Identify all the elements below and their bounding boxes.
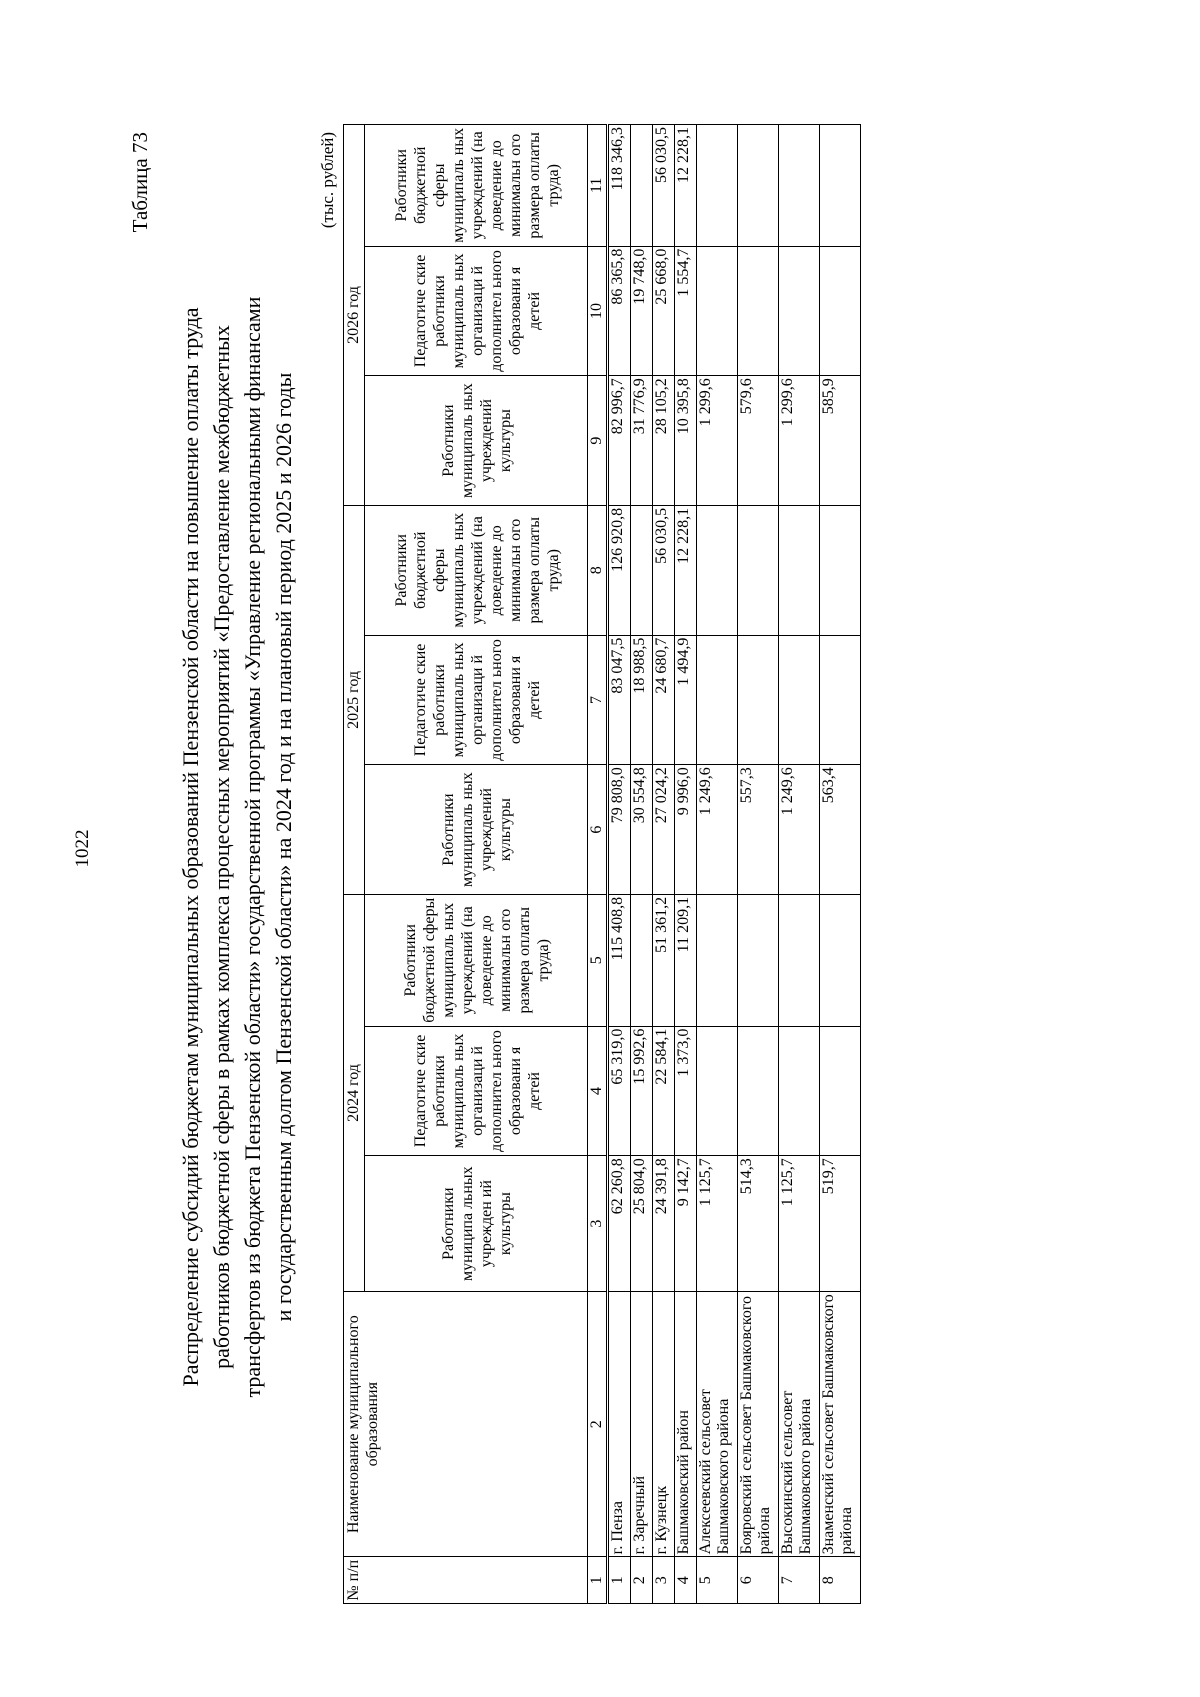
header-category: Работники муниципаль ных учреждений культуры	[365, 376, 588, 506]
value-cell: 10 395,8	[675, 376, 697, 506]
header-category: Педагогиче ские работники муниципаль ных организаци й дополнител ьного образовани я детей	[365, 246, 588, 376]
value-cell	[738, 246, 779, 376]
value-cell	[738, 635, 779, 765]
value-cell: 519,7	[820, 1156, 861, 1292]
value-cell	[631, 125, 653, 247]
value-cell: 28 105,2	[653, 376, 675, 506]
value-cell: 19 748,0	[631, 246, 653, 376]
value-cell: 118 346,3	[608, 125, 631, 247]
column-number: 2	[588, 1292, 608, 1557]
column-number: 1	[588, 1557, 608, 1604]
value-cell: 1 494,9	[675, 635, 697, 765]
value-cell: 25 804,0	[631, 1156, 653, 1292]
value-cell: 12 228,1	[675, 125, 697, 247]
header-year: 2024 год	[344, 894, 365, 1291]
table-row	[608, 125, 631, 1604]
value-cell	[738, 125, 779, 247]
value-cell: 25 668,0	[653, 246, 675, 376]
column-number: 10	[588, 246, 608, 376]
value-cell: 514,3	[738, 1156, 779, 1292]
column-number: 5	[588, 894, 608, 1026]
value-cell: 24 391,8	[653, 1156, 675, 1292]
value-cell	[779, 894, 820, 1026]
value-cell: 11 209,1	[675, 894, 697, 1026]
municipality-name: Бояровский сельсовет Башмаковского района	[738, 1292, 779, 1557]
table-row	[697, 125, 738, 1604]
header-category: Работники муниципа льных учрежден ий культуры	[365, 1156, 588, 1292]
value-cell	[820, 505, 861, 635]
value-cell	[697, 246, 738, 376]
value-cell: 65 319,0	[608, 1026, 631, 1156]
value-cell	[631, 894, 653, 1026]
value-cell	[697, 635, 738, 765]
document-title	[175, 137, 299, 1557]
value-cell: 1 299,6	[697, 376, 738, 506]
value-cell	[820, 1026, 861, 1156]
value-cell: 126 920,8	[608, 505, 631, 635]
value-cell	[697, 125, 738, 247]
header-category: Работники муниципаль ных учреждений культуры	[365, 765, 588, 895]
table-row	[631, 125, 653, 1604]
row-number: 8	[820, 1557, 861, 1604]
title-line: трансфертов из бюджета Пензенской области» государственной программы «Управление региональными финансами	[240, 296, 265, 1398]
value-cell: 22 584,1	[653, 1026, 675, 1156]
value-cell	[631, 505, 653, 635]
title-line: и государственным долгом Пензенской области» на 2024 год и на плановый период 2025 и 2026 годы	[271, 372, 296, 1322]
column-number: 9	[588, 376, 608, 506]
value-cell: 557,3	[738, 765, 779, 895]
value-cell: 1 554,7	[675, 246, 697, 376]
value-cell: 56 030,5	[653, 125, 675, 247]
column-number: 7	[588, 635, 608, 765]
municipality-name: Высокинский сельсовет Башмаковского района	[779, 1292, 820, 1557]
table-row	[653, 125, 675, 1604]
header-year: 2025 год	[344, 505, 365, 894]
row-number: 3	[653, 1557, 675, 1604]
value-cell	[697, 505, 738, 635]
header-category: Педагогиче ские работники муниципаль ных организаци й дополнител ьного образовани я детей	[365, 635, 588, 765]
page-number: 1022	[72, 829, 93, 868]
column-number: 4	[588, 1026, 608, 1156]
value-cell: 563,4	[820, 765, 861, 895]
value-cell	[779, 125, 820, 247]
column-number: 8	[588, 505, 608, 635]
value-cell	[779, 635, 820, 765]
value-cell	[738, 505, 779, 635]
value-cell: 9 142,7	[675, 1156, 697, 1292]
value-cell: 1 249,6	[779, 765, 820, 895]
municipality-name: Знаменский сельсовет Башмаковского района	[820, 1292, 861, 1557]
units-label: (тыс. рублей)	[318, 132, 337, 229]
table-number: Таблица 73	[128, 132, 152, 233]
value-cell: 30 554,8	[631, 765, 653, 895]
value-cell: 62 260,8	[608, 1156, 631, 1292]
header-category: Работники бюджетной сферы муниципаль ных учреждений (на доведение до минимальн ого размера оплаты труда)	[365, 894, 588, 1026]
title-line: Распределение субсидий бюджетам муниципальных образований Пензенской области на повышение оплаты труда	[178, 307, 203, 1387]
row-number: 1	[608, 1557, 631, 1604]
value-cell: 83 047,5	[608, 635, 631, 765]
value-cell	[738, 1026, 779, 1156]
column-number: 3	[588, 1156, 608, 1292]
value-cell: 1 299,6	[779, 376, 820, 506]
value-cell: 15 992,6	[631, 1026, 653, 1156]
municipality-name: Башмаковский район	[675, 1292, 697, 1557]
value-cell: 115 408,8	[608, 894, 631, 1026]
table-row	[675, 125, 697, 1604]
value-cell: 585,9	[820, 376, 861, 506]
value-cell	[779, 505, 820, 635]
value-cell: 86 365,8	[608, 246, 631, 376]
table-row	[779, 125, 820, 1604]
value-cell: 56 030,5	[653, 505, 675, 635]
row-number: 4	[675, 1557, 697, 1604]
header-year: 2026 год	[344, 125, 365, 506]
row-number: 6	[738, 1557, 779, 1604]
value-cell: 31 776,9	[631, 376, 653, 506]
municipality-name: г. Пенза	[608, 1292, 631, 1557]
header-category: Педагогиче ские работники муниципаль ных организаци й дополнител ьного образовани я детей	[365, 1026, 588, 1156]
row-number: 7	[779, 1557, 820, 1604]
header-num: № п/п	[344, 1557, 588, 1604]
value-cell: 579,6	[738, 376, 779, 506]
value-cell: 1 373,0	[675, 1026, 697, 1156]
value-cell: 82 996,7	[608, 376, 631, 506]
column-number: 11	[588, 125, 608, 247]
value-cell	[779, 1026, 820, 1156]
value-cell	[697, 894, 738, 1026]
value-cell: 24 680,7	[653, 635, 675, 765]
header-category: Работники бюджетной сферы муниципаль ных учреждений (на доведение до минимальн ого размера оплаты труда)	[365, 505, 588, 635]
table-row	[738, 125, 779, 1604]
value-cell: 1 125,7	[779, 1156, 820, 1292]
value-cell: 1 125,7	[697, 1156, 738, 1292]
value-cell: 79 808,0	[608, 765, 631, 895]
value-cell: 1 249,6	[697, 765, 738, 895]
value-cell: 9 996,0	[675, 765, 697, 895]
value-cell	[738, 894, 779, 1026]
row-number: 5	[697, 1557, 738, 1604]
value-cell	[820, 635, 861, 765]
value-cell	[779, 246, 820, 376]
header-name: Наименование муниципального образования	[344, 1292, 588, 1557]
municipality-name: Алексеевский сельсовет Башмаковского района	[697, 1292, 738, 1557]
municipality-name: г. Заречный	[631, 1292, 653, 1557]
title-line: работников бюджетной сферы в рамках комплекса процессных мероприятий «Предоставление межбюджетных	[209, 325, 234, 1369]
value-cell	[820, 894, 861, 1026]
value-cell	[820, 246, 861, 376]
municipality-name: г. Кузнецк	[653, 1292, 675, 1557]
value-cell: 18 988,5	[631, 635, 653, 765]
subsidy-table	[343, 124, 861, 1604]
value-cell: 51 361,2	[653, 894, 675, 1026]
value-cell	[820, 125, 861, 247]
value-cell	[697, 1026, 738, 1156]
header-category: Работники бюджетной сферы муниципаль ных учреждений (на доведение до минимальн ого размера оплаты труда)	[365, 125, 588, 247]
row-number: 2	[631, 1557, 653, 1604]
value-cell: 12 228,1	[675, 505, 697, 635]
table-row	[820, 125, 861, 1604]
column-number: 6	[588, 765, 608, 895]
value-cell: 27 024,2	[653, 765, 675, 895]
